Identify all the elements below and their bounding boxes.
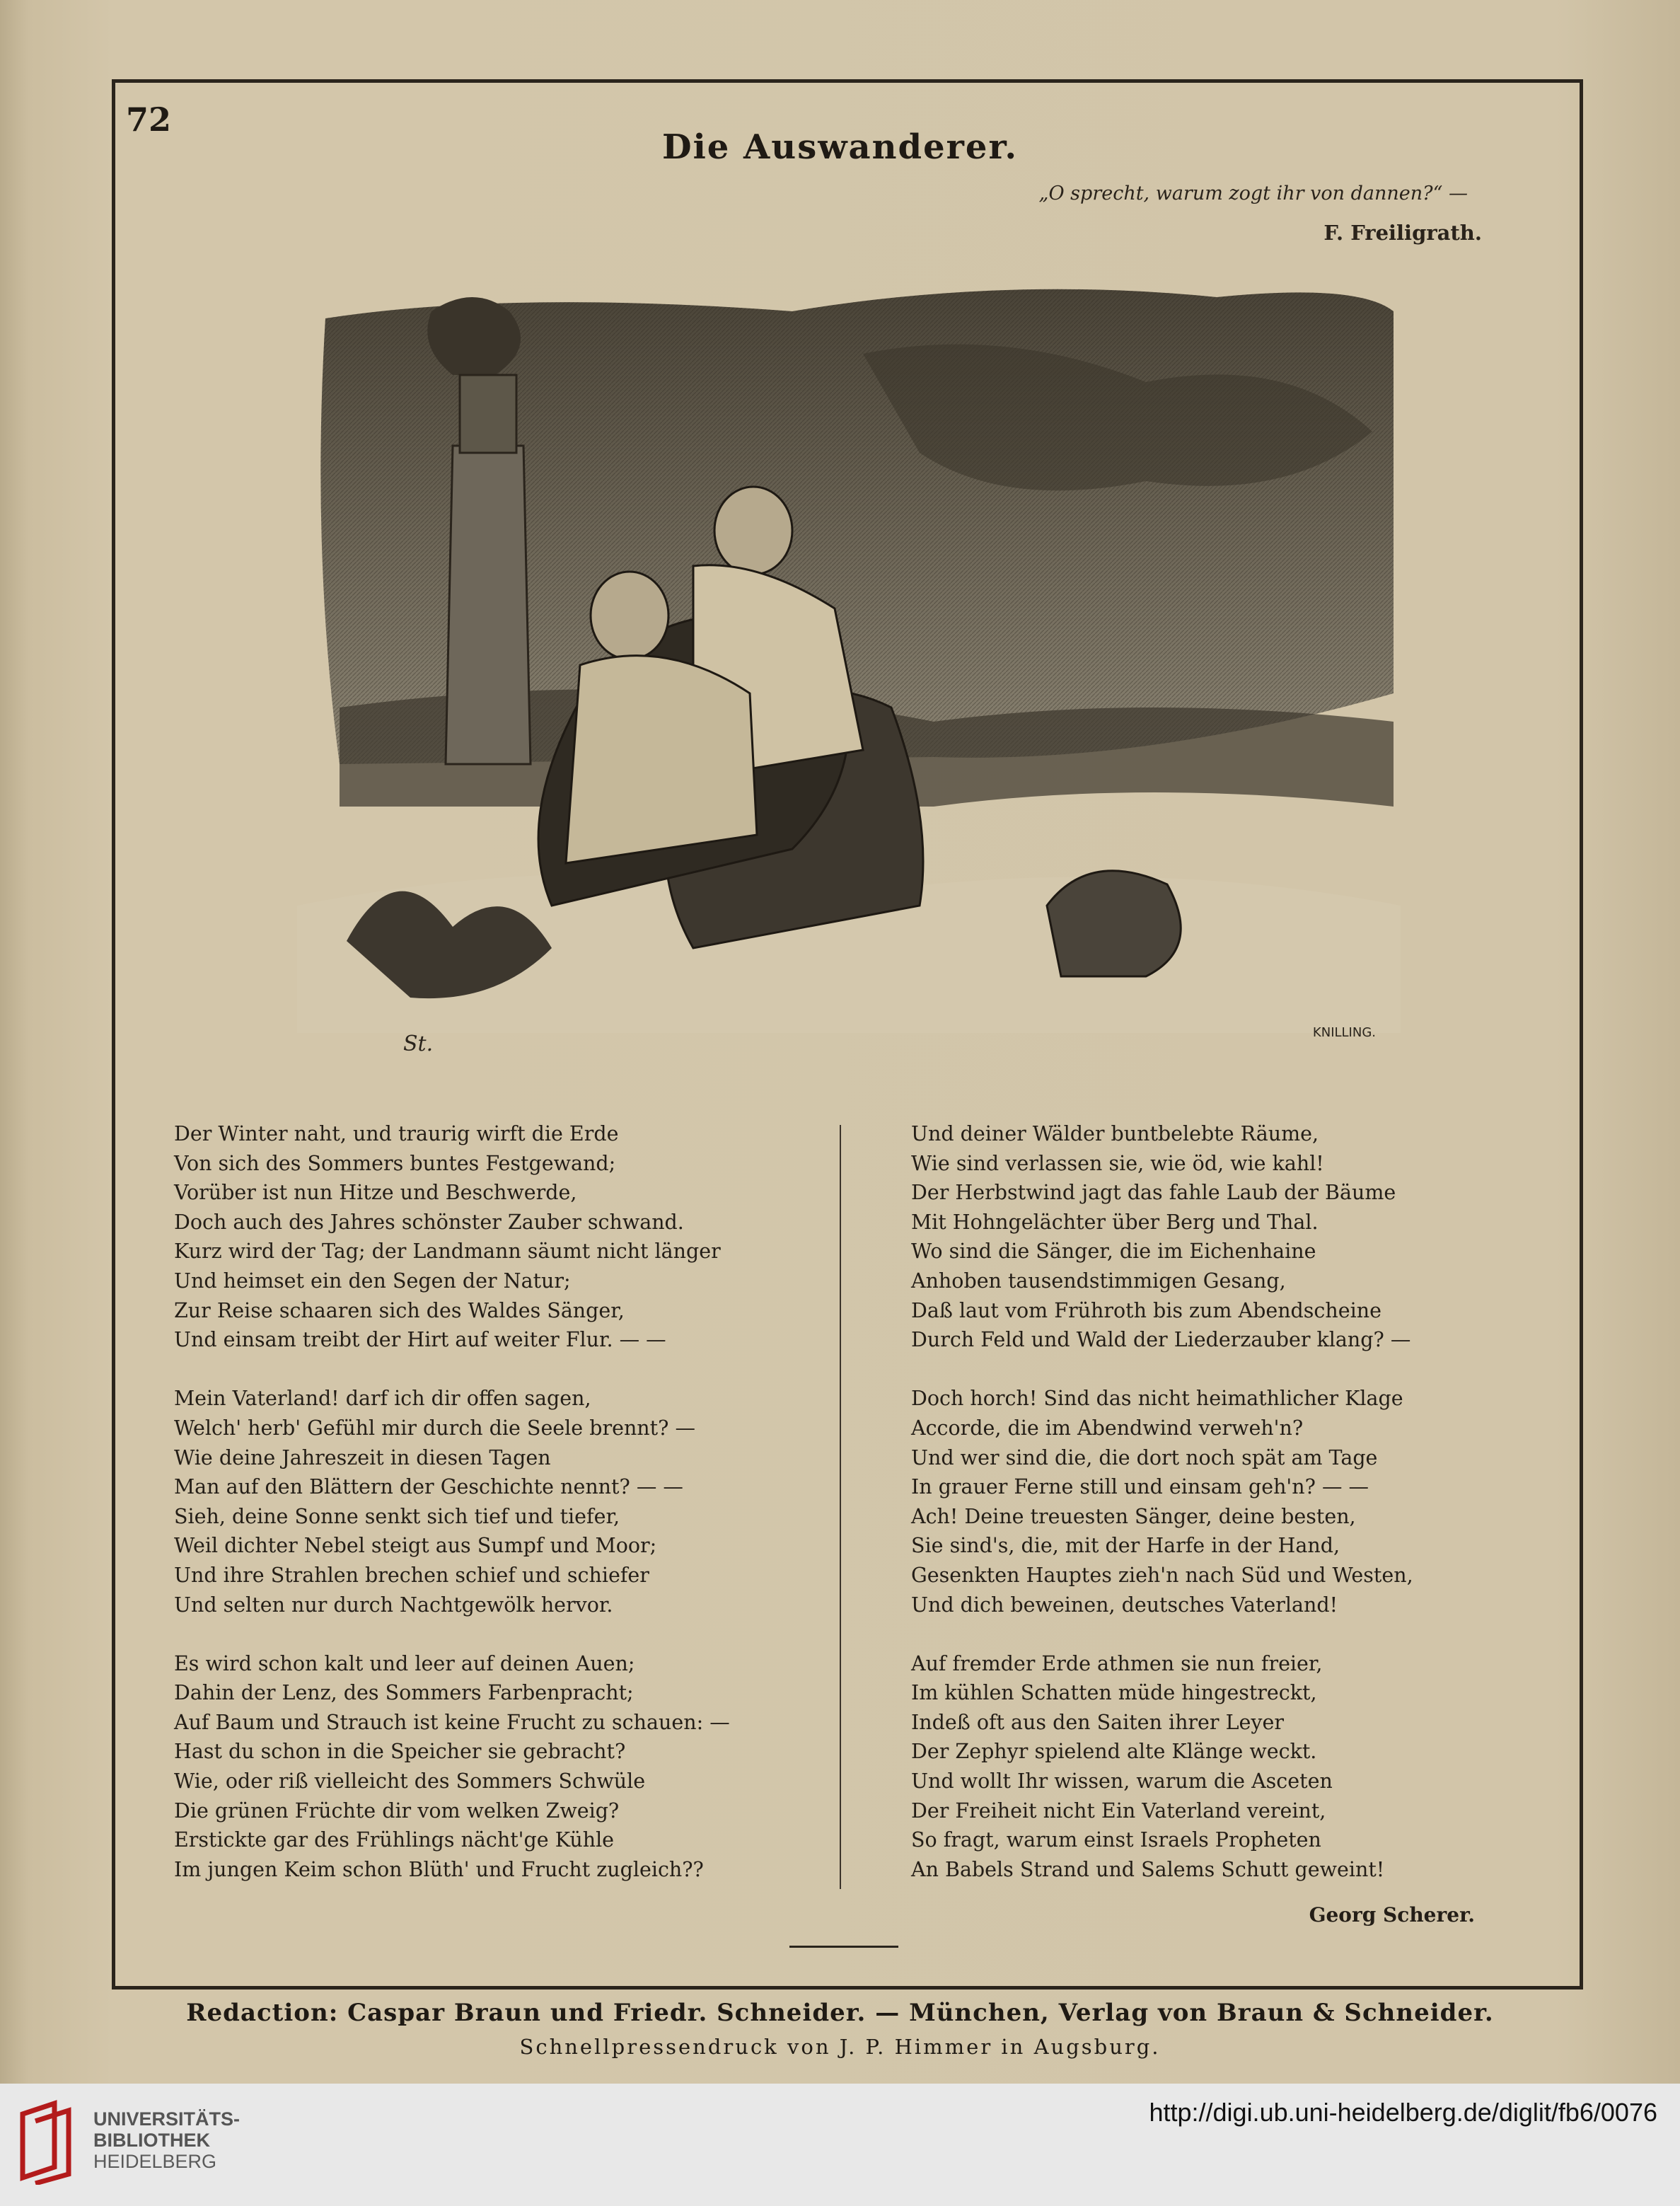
poem-line: Indeß oft aus den Saiten ihrer Leyer	[911, 1710, 1284, 1734]
poem-line: Im kühlen Schatten müde hingestreckt,	[911, 1681, 1317, 1705]
poem-line: Und deiner Wälder buntbelebte Räume,	[911, 1122, 1319, 1145]
separator-rule	[789, 1946, 898, 1948]
library-name-line-1: UNIVERSITÄTS-	[93, 2108, 241, 2130]
poem-line: Gesenkten Hauptes zieh'n nach Süd und Westen,	[911, 1563, 1413, 1587]
poem-line: Hast du schon in die Speicher sie gebracht?	[174, 1740, 626, 1764]
poem-line: Anhoben tausendstimmigen Gesang,	[911, 1269, 1286, 1293]
poem-line: Der Winter naht, und traurig wirft die Erde	[174, 1122, 619, 1145]
poem-line: Der Freiheit nicht Ein Vaterland vereint,	[911, 1798, 1326, 1823]
poem-line: Und ihre Strahlen brechen schief und schiefer	[174, 1563, 649, 1587]
poem-line: Erstickte gar des Frühlings nächt'ge Kühle	[174, 1828, 615, 1852]
library-name-line-3: HEIDELBERG	[93, 2151, 217, 2172]
epigraph-author: F. Freiligrath.	[1323, 221, 1482, 245]
poem-line: So fragt, warum einst Israels Propheten	[911, 1828, 1321, 1852]
engraving-illustration	[297, 269, 1401, 1061]
poem-line: Und selten nur durch Nachtgewölk hervor.	[174, 1593, 613, 1617]
poem-title: Die Auswanderer.	[661, 127, 1019, 167]
column-divider	[840, 1125, 841, 1889]
poem-line: Und wer sind die, die dort noch spät am Tage	[911, 1445, 1378, 1469]
poem-line: Mit Hohngelächter über Berg und Thal.	[911, 1210, 1319, 1234]
poem-line: Mein Vaterland! darf ich dir offen sagen,	[174, 1387, 591, 1411]
poem-line: Sieh, deine Sonne senkt sich tief und tiefer,	[174, 1504, 620, 1528]
epigraph-quote: „O sprecht, warum zogt ihr von dannen?“ —	[1038, 183, 1468, 204]
poem-line: An Babels Strand und Salems Schutt geweint!	[911, 1857, 1385, 1881]
poem-line: Der Zephyr spielend alte Klänge weckt.	[911, 1740, 1317, 1764]
poem-line: Auf Baum und Strauch ist keine Frucht zu schauen: —	[174, 1710, 730, 1734]
poem-line: Von sich des Sommers buntes Festgewand;	[174, 1151, 616, 1175]
stanza-gap	[911, 1355, 1491, 1385]
poem-line: Es wird schon kalt und leer auf deinen Auen;	[174, 1651, 635, 1675]
poem-line: Ach! Deine treuesten Sänger, deine besten,	[911, 1504, 1356, 1528]
poem-line: In grauer Ferne still und einsam geh'n? — —	[911, 1475, 1369, 1499]
library-name-line-2: BIBLIOTHEK	[93, 2130, 210, 2151]
illustrator-signature: St.	[403, 1032, 434, 1056]
poem-line: Wo sind die Sänger, die im Eichenhaine	[911, 1240, 1316, 1264]
engraver-signature: KNILLING.	[1312, 1025, 1376, 1040]
poem-line: Welch' herb' Gefühl mir durch die Seele brennt? —	[174, 1416, 695, 1440]
poem-line: Die grünen Früchte dir vom welken Zweig?	[174, 1798, 620, 1823]
imprint-line-1: Redaction: Caspar Braun und Friedr. Schneider. — München, Verlag von Braun & Schneider.	[186, 1999, 1494, 2027]
poem-line: Weil dichter Nebel steigt aus Sumpf und Moor;	[174, 1534, 657, 1558]
poem-line: Der Herbstwind jagt das fahle Laub der Bäume	[911, 1181, 1396, 1205]
poem-line: Vorüber ist nun Hitze und Beschwerde,	[174, 1181, 577, 1205]
poem-line: Und einsam treibt der Hirt auf weiter Flur. — —	[174, 1328, 666, 1352]
stanza-gap	[911, 1619, 1491, 1649]
poem-line: Daß laut vom Frühroth bis zum Abendscheine	[911, 1298, 1381, 1322]
poem-line: Sie sind's, die, mit der Harfe in der Hand,	[911, 1534, 1340, 1558]
poem-line: Auf fremder Erde athmen sie nun freier,	[911, 1651, 1323, 1675]
library-name	[93, 2108, 240, 2172]
permalink-url[interactable]: http://digi.ub.uni-heidelberg.de/diglit/fb6/0076	[1149, 2098, 1657, 2127]
poem-line: Accorde, die im Abendwind verweh'n?	[911, 1416, 1304, 1440]
poem-line: Durch Feld und Wald der Liederzauber klang? —	[911, 1328, 1411, 1352]
poem-column-left	[174, 1119, 754, 1884]
poem-line: Kurz wird der Tag; der Landmann säumt nicht länger	[174, 1240, 721, 1264]
poem-line: Man auf den Blättern der Geschichte nennt? — —	[174, 1475, 683, 1499]
poem-line: Und heimset ein den Segen der Natur;	[174, 1269, 571, 1293]
poem-line: Im jungen Keim schon Blüth' und Frucht zugleich??	[174, 1857, 704, 1881]
poem-column-right	[911, 1119, 1491, 1884]
poem-line: Wie, oder riß vielleicht des Sommers Schwüle	[174, 1769, 646, 1794]
poem-line: Wie deine Jahreszeit in diesen Tagen	[174, 1445, 551, 1469]
stanza-gap	[174, 1355, 754, 1385]
page-number: 72	[126, 100, 172, 139]
poem-author-signature: Georg Scherer.	[1309, 1903, 1475, 1927]
poem-line: Zur Reise schaaren sich des Waldes Sänger,	[174, 1298, 625, 1322]
poem-line: Wie sind verlassen sie, wie öd, wie kahl!	[911, 1151, 1324, 1175]
poem-line: Doch auch des Jahres schönster Zauber schwand.	[174, 1210, 684, 1234]
poem-line: Dahin der Lenz, des Sommers Farbenpracht;	[174, 1681, 634, 1705]
poem-line: Und wollt Ihr wissen, warum die Asceten	[911, 1769, 1333, 1794]
poem-line: Und dich beweinen, deutsches Vaterland!	[911, 1593, 1338, 1617]
university-library-logo-icon	[16, 2100, 86, 2185]
poem-line: Doch horch! Sind das nicht heimathlicher Klage	[911, 1387, 1403, 1411]
stanza-gap	[174, 1619, 754, 1649]
imprint-line-2: Schnellpressendruck von J. P. Himmer in Augsburg.	[519, 2035, 1161, 2059]
